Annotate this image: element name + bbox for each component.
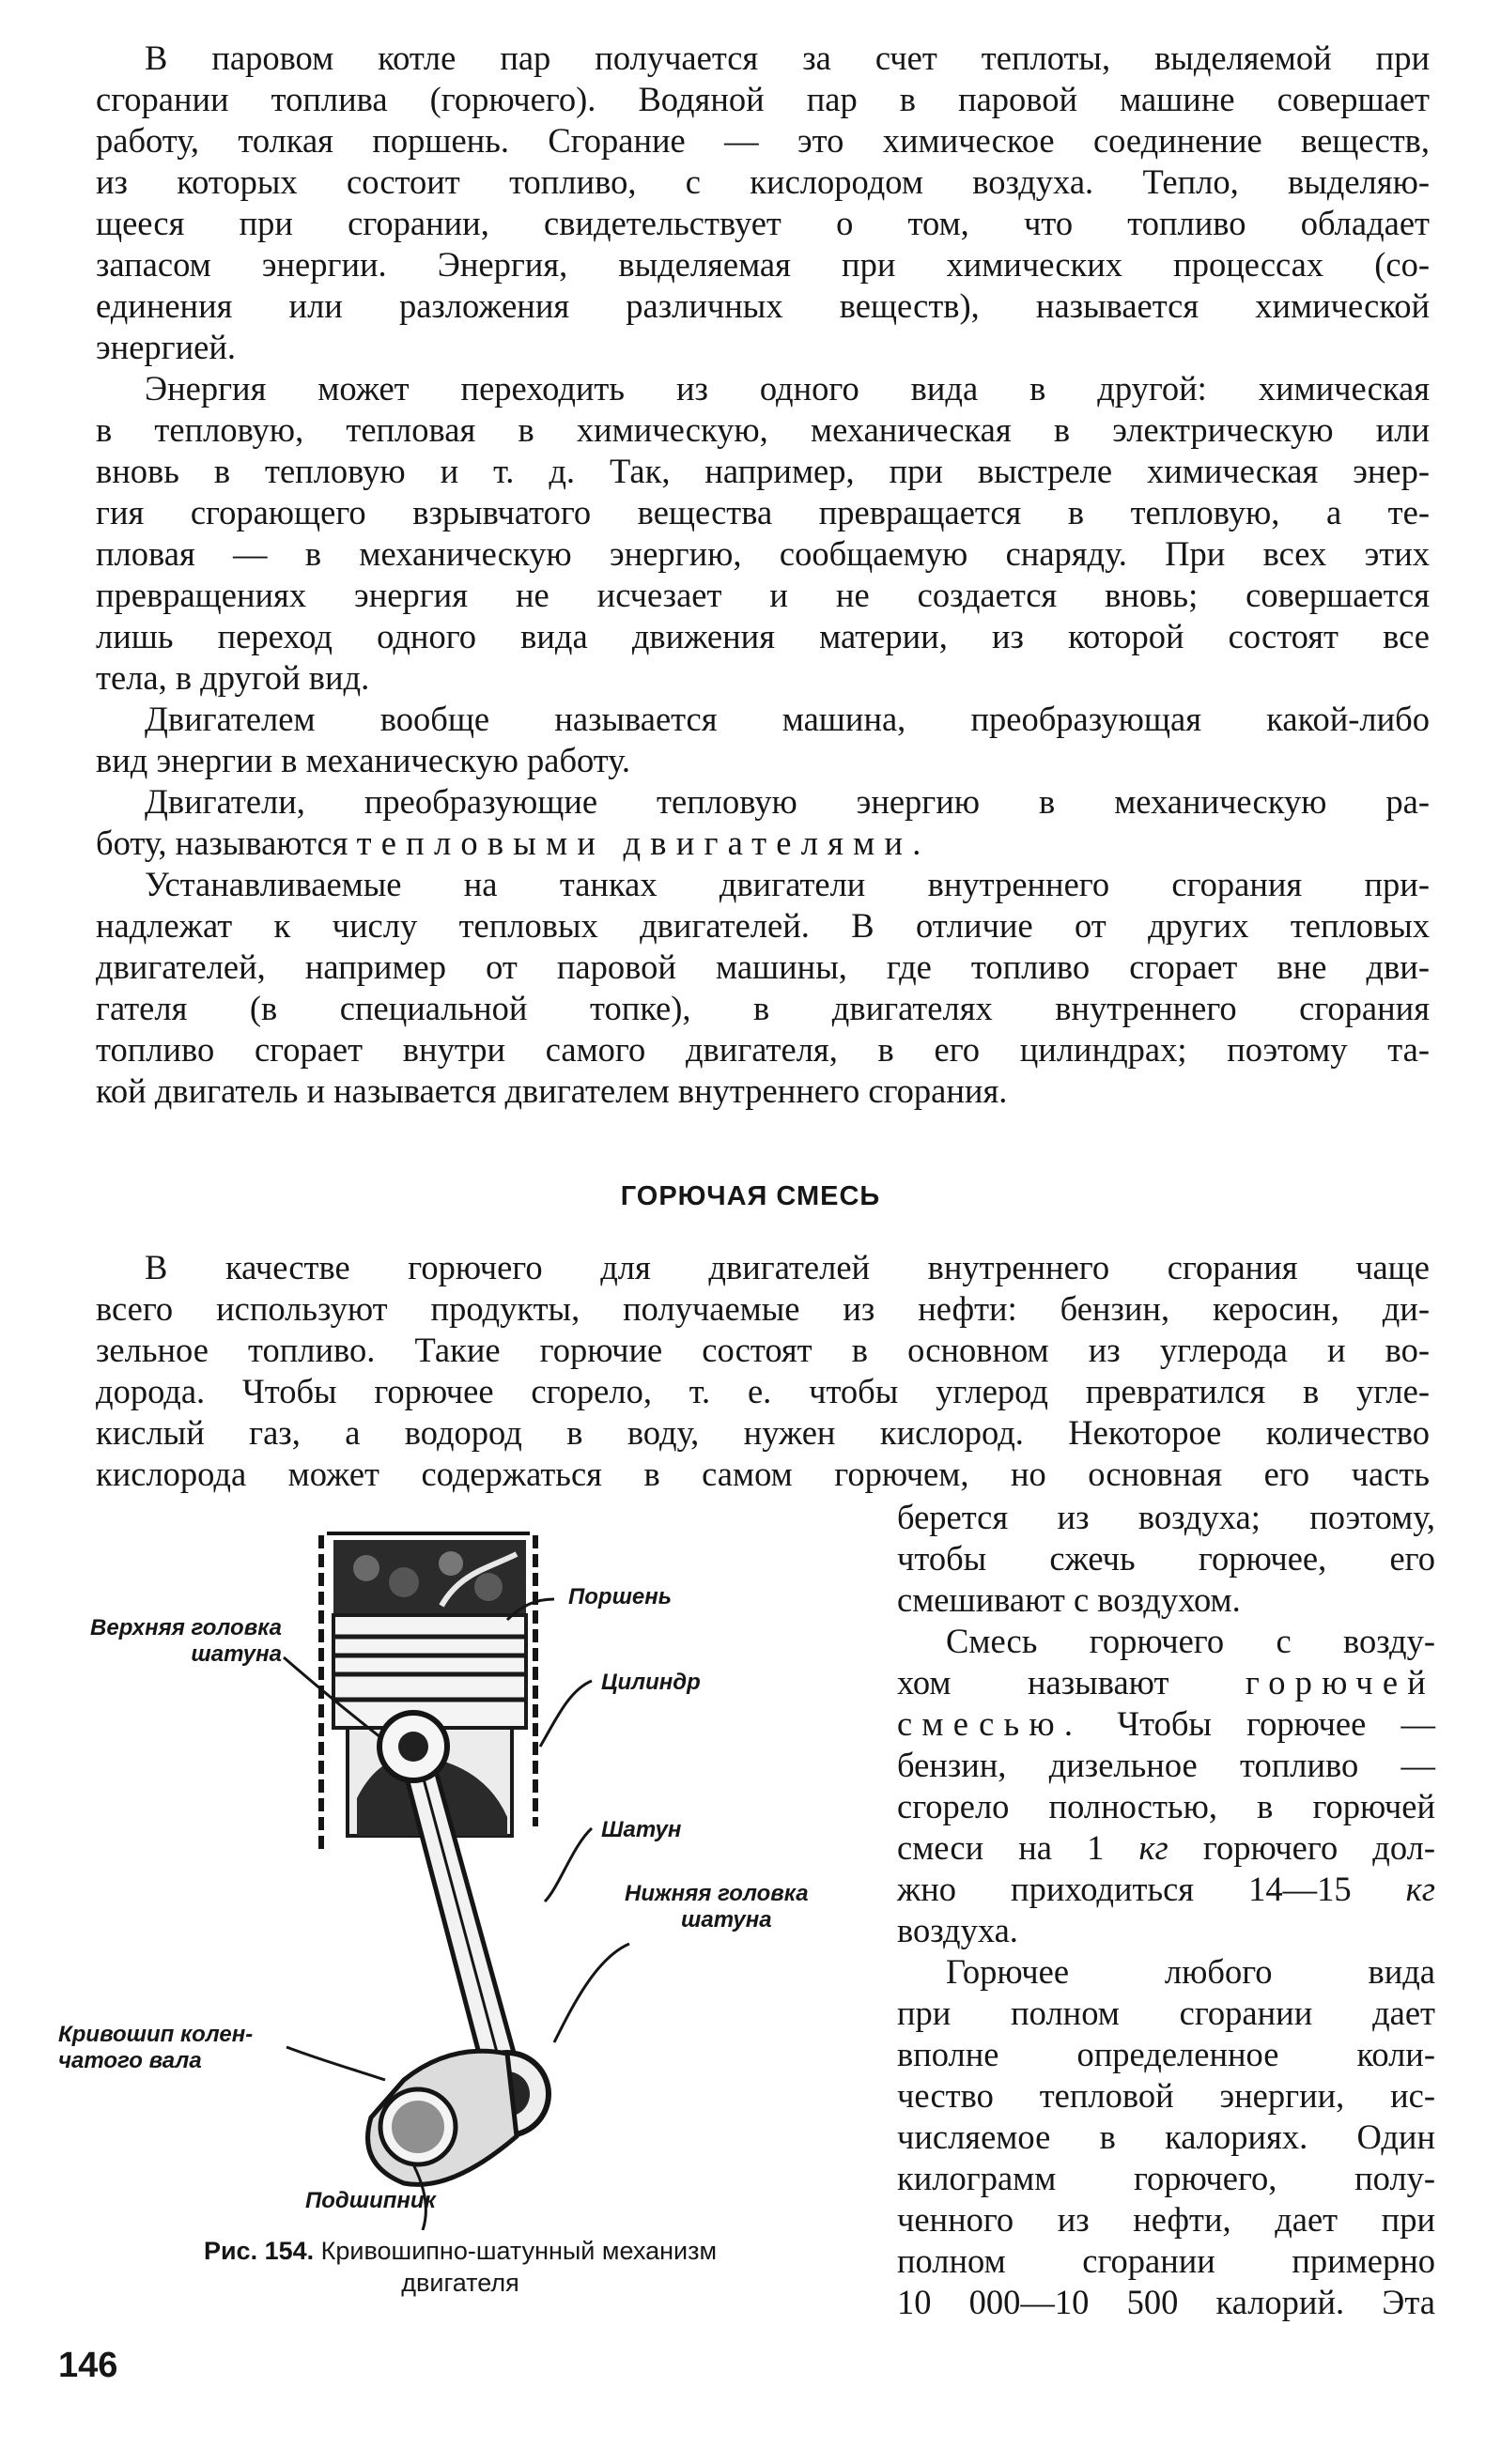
text-line: килограмм горючего, полу- (897, 2159, 1435, 2197)
text-line (897, 1662, 1435, 1703)
page-number: 146 (58, 2346, 118, 2385)
text-line: кислый газ, а водород в воду, нужен кислород. Некоторое количество (96, 1413, 1430, 1452)
section-heading: ГОРЮЧАЯ СМЕСЬ (620, 1181, 881, 1211)
text-line: двигателей, например от паровой машины, где топливо сгорает вне дви- (96, 947, 1430, 986)
caption-line (94, 2235, 827, 2267)
label-line: Кривошип колен- (58, 2022, 254, 2047)
label-line: Верхняя головка (90, 1615, 282, 1640)
text-line: кой двигатель и называется двигателем внутреннего сгорания. (96, 1071, 1008, 1110)
text-line: Устанавливаемые на танках двигатели внутреннего сгорания при- (145, 865, 1430, 903)
text-line: Двигатели, преобразующие тепловую энергию в механическую ра- (145, 782, 1430, 821)
text-line: вид энергии в механическую работу. (96, 741, 630, 779)
spaced-term: горючей (1245, 1663, 1435, 1702)
figure-crank-mechanism (47, 1517, 874, 2230)
label-crankpin (58, 2022, 253, 2074)
text-line: пловая — в механическую энергию, сообщаемую снаряду. При всех этих (96, 534, 1430, 573)
label-line: чатого вала (58, 2048, 202, 2073)
figure-caption (94, 2235, 827, 2299)
text-fragment: хом называют (897, 1663, 1169, 1702)
text-line: зельное топливо. Такие горючие состоят в основном из углерода и во- (96, 1331, 1430, 1369)
caption-number: Рис. 154. (203, 2237, 315, 2265)
label-line: шатуна (681, 1907, 772, 1933)
text-line (897, 1827, 1435, 1869)
crankshaft (368, 2051, 517, 2184)
text-line: работу, толкая поршень. Сгорание — это химическое соединение веществ, (96, 121, 1430, 160)
label-upper-rod-head (47, 1615, 282, 1668)
text-line: Смесь горючего с возду- (946, 1622, 1435, 1660)
text-fragment: смеси на 1 (897, 1828, 1105, 1867)
label-lower-rod-head (625, 1881, 809, 1933)
text-line: вполне определенное коли- (897, 2035, 1435, 2073)
label-line: шатуна (191, 1641, 282, 1667)
text-line: тела, в другой вид. (96, 658, 370, 697)
text-line: полном сгорании примерно (897, 2241, 1435, 2280)
text-line: Энергия может переходить из одного вида в другой: химическая (145, 369, 1430, 408)
text-line: вновь в тепловую и т. д. Так, например, при выстреле химическая энер- (96, 452, 1430, 490)
caption-line: двигателя (401, 2269, 519, 2297)
text-fragment: горючего дол- (1202, 1828, 1436, 1867)
text-line: сгорании топлива (горючего). Водяной пар в паровой машине совершает (96, 80, 1430, 118)
text-line: берется из воздуха; поэтому, (897, 1498, 1435, 1536)
text-line: щееся при сгорании, свидетельствует о том, что топливо обладает (96, 204, 1430, 242)
label-piston: Поршень (568, 1584, 673, 1609)
text-line: числяемое в калориях. Один (897, 2118, 1435, 2156)
text-line (897, 1703, 1435, 1745)
text-line: гателя (в специальной топке), в двигателях внутреннего сгорания (96, 989, 1430, 1027)
label-cylinder: Цилиндр (601, 1670, 701, 1695)
text-line: смешивают с воздухом. (897, 1580, 1241, 1619)
text-line: гия сгорающего взрывчатого вещества превращается в тепловую, а те- (96, 493, 1430, 531)
text-fragment: жно приходиться 14—15 (897, 1870, 1352, 1908)
text-line: 10 000—10 500 калорий. Эта (897, 2283, 1435, 2321)
text-line: сгорело полностью, в горючей (897, 1787, 1435, 1825)
text-line: бензин, дизельное топливо — (897, 1746, 1435, 1784)
text-line: всего используют продукты, получаемые из нефти: бензин, керосин, ди- (96, 1289, 1430, 1328)
label-connecting-rod: Шатун (601, 1817, 682, 1842)
text-line (897, 1869, 1435, 1910)
text-line: лишь переход одного вида движения материи, из которой состоят все (96, 617, 1430, 655)
unit-kg: кг (1405, 1870, 1435, 1908)
unit-kg: кг (1138, 1828, 1168, 1867)
label-bearing: Подшипник (305, 2188, 436, 2213)
text-fragment: боту, называются (96, 824, 348, 862)
text-line: единения или разложения различных веществ), называется химической (96, 286, 1430, 325)
caption-text: Кривошипно-шатунный механизм (320, 2237, 718, 2265)
text-line: из которых состоит топливо, с кислородом воздуха. Тепло, выделяю- (96, 162, 1430, 201)
text-line: дорода. Чтобы горючее сгорело, т. е. чтобы углерод превратился в угле- (96, 1372, 1430, 1410)
text-line: В паровом котле пар получается за счет теплоты, выделяемой при (145, 38, 1430, 77)
spaced-term: тепловыми двигателями. (356, 824, 931, 862)
text-line: Двигателем вообще называется машина, преобразующая какой-либо (145, 700, 1430, 738)
text-line: кислорода может содержаться в самом горючем, но основная его часть (96, 1455, 1430, 1493)
text-line: энергией. (96, 328, 237, 366)
text-line: чество тепловой энергии, ис- (897, 2076, 1435, 2115)
text-line (96, 823, 1430, 864)
text-line: В качестве горючего для двигателей внутреннего сгорания чаще (145, 1248, 1430, 1286)
text-line: воздуха. (897, 1911, 1018, 1949)
text-line: превращениях энергия не исчезает и не создается вновь; совершается (96, 576, 1430, 614)
text-fragment: Чтобы горючее — (1117, 1704, 1436, 1743)
text-line: в тепловую, тепловая в химическую, механическая в электрическую или (96, 410, 1430, 449)
text-line: топливо сгорает внутри самого двигателя, в его цилиндрах; поэтому та- (96, 1030, 1430, 1069)
text-line: Горючее любого вида (946, 1952, 1435, 1991)
text-line: запасом энергии. Энергия, выделяемая при химических процессах (со- (96, 245, 1430, 284)
text-line: чтобы сжечь горючее, его (897, 1539, 1435, 1578)
text-line: надлежат к числу тепловых двигателей. В отличие от других тепловых (96, 906, 1430, 945)
text-line: при полном сгорании дает (897, 1994, 1435, 2032)
text-line: ченного из нефти, дает при (897, 2200, 1435, 2239)
spaced-term: смесью. (897, 1704, 1083, 1743)
label-line: Нижняя головка (625, 1881, 809, 1906)
